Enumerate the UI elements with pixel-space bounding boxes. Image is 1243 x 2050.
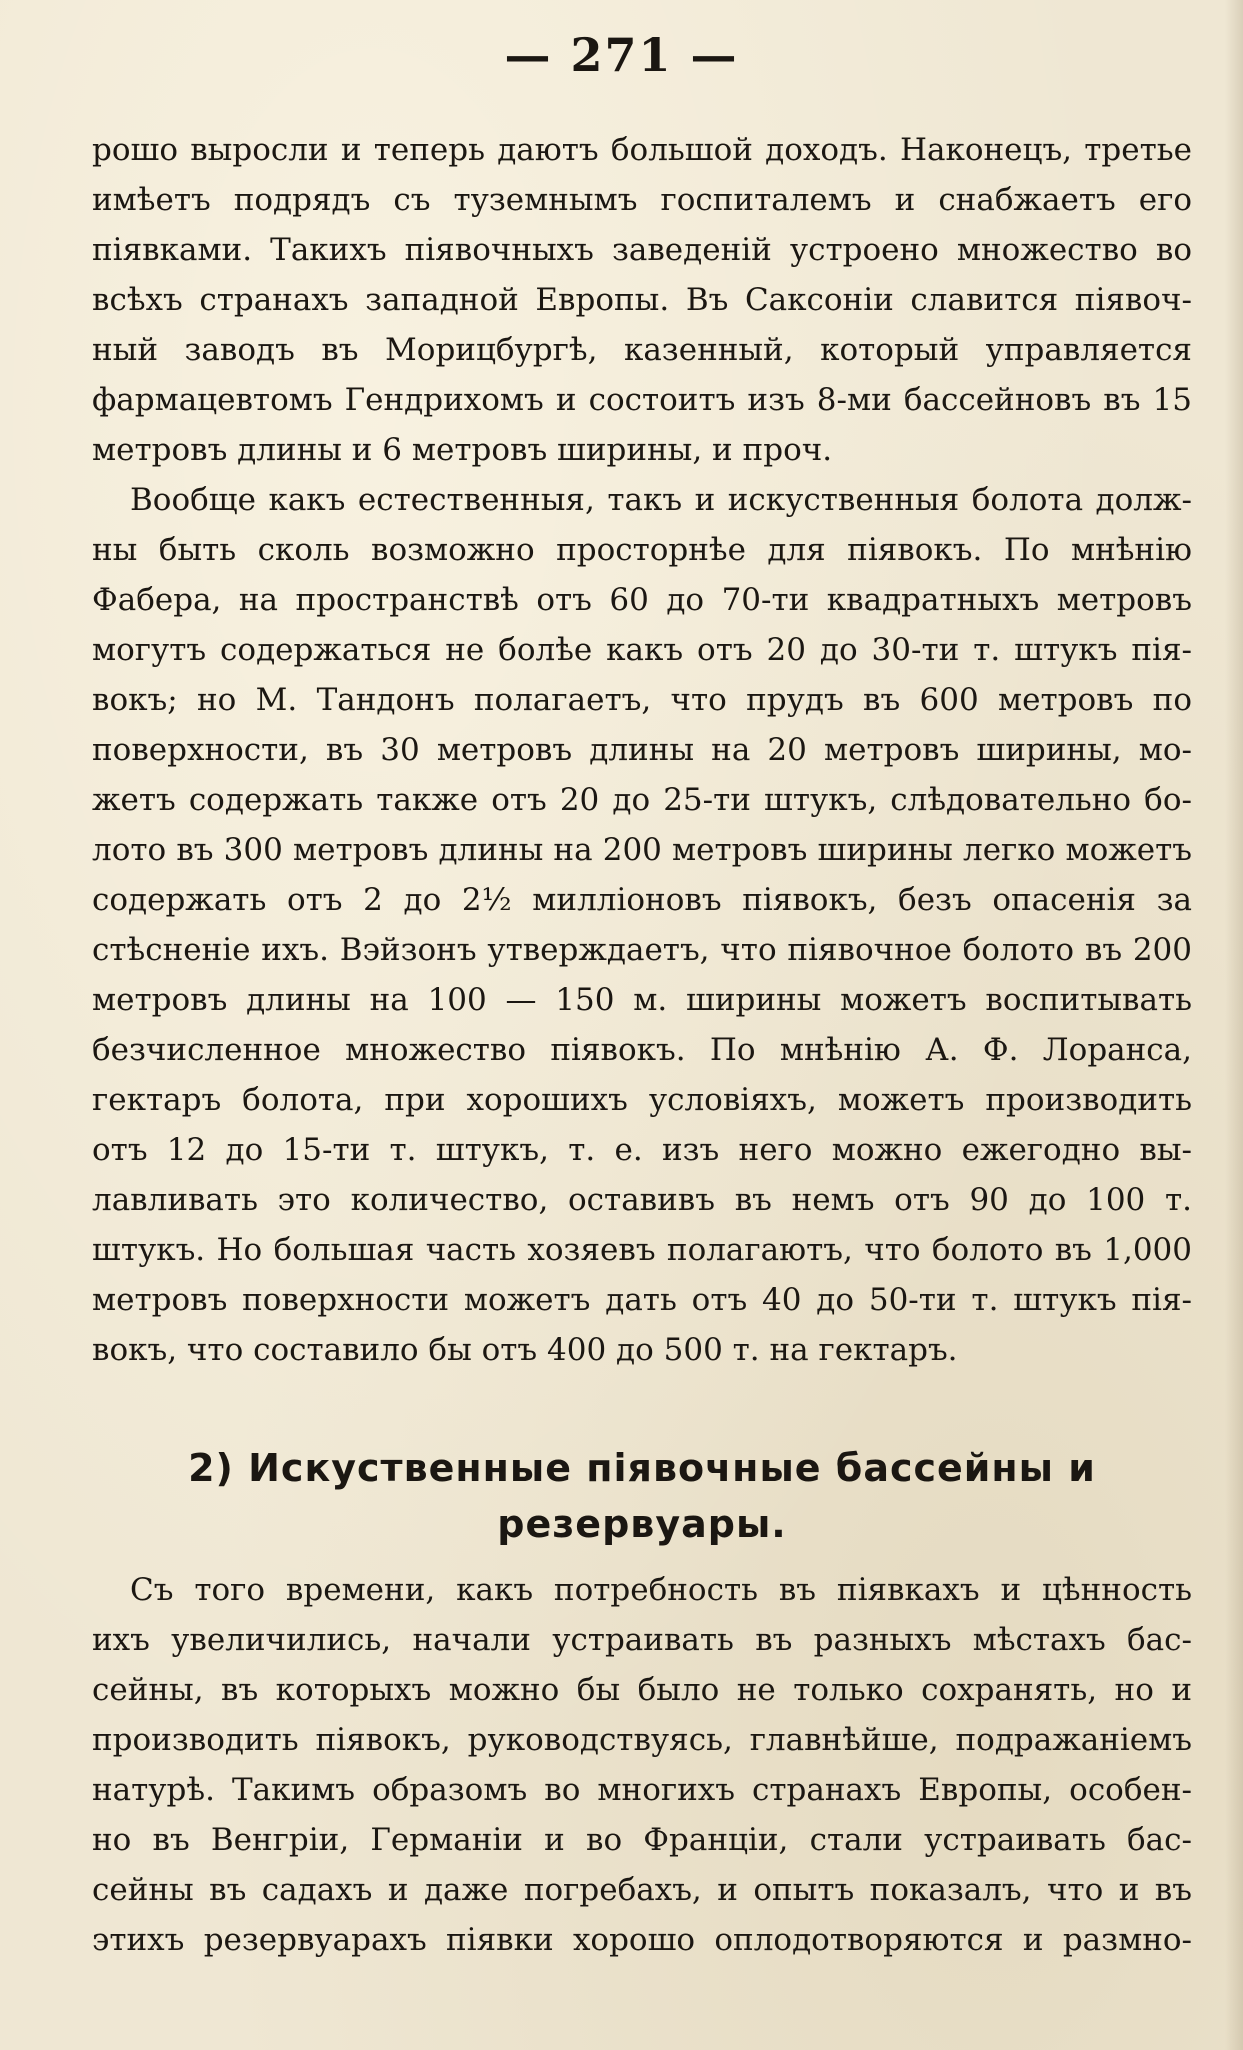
text-line: ихъ увеличились, начали устраивать въ разныхъ мѣстахъ бас- bbox=[92, 1622, 1192, 1658]
section-heading bbox=[92, 1440, 1192, 1552]
text-line: гектаръ болота, при хорошихъ условіяхъ, можетъ производить bbox=[92, 1082, 1192, 1118]
page-number: — 271 — bbox=[504, 28, 739, 82]
text-line: піявками. Такихъ піявочныхъ заведеній устроено множество во bbox=[92, 232, 1192, 268]
text-line: вокъ, что составило бы отъ 400 до 500 т. на гектаръ. bbox=[92, 1332, 958, 1368]
text-line: имѣетъ подрядъ съ туземнымъ госпиталемъ и снабжаетъ его bbox=[92, 182, 1192, 218]
text-line: лото въ 300 метровъ длины на 200 метровъ ширины легко можетъ bbox=[92, 832, 1192, 868]
text-line: ны быть сколь возможно просторнѣе для піявокъ. По мнѣнію bbox=[92, 532, 1192, 568]
text-line: штукъ. Но большая часть хозяевъ полагаютъ, что болото въ 1,000 bbox=[92, 1232, 1192, 1268]
text-line: поверхности, въ 30 метровъ длины на 20 метровъ ширины, мо- bbox=[92, 732, 1192, 768]
text-line: содержать отъ 2 до 2½ милліоновъ піявокъ, безъ опасенія за bbox=[92, 882, 1192, 918]
paragraph-1 bbox=[92, 125, 1192, 475]
text-line: но въ Венгріи, Германіи и во Франціи, стали устраивать бас- bbox=[92, 1822, 1192, 1858]
paragraph-2 bbox=[92, 475, 1192, 1375]
text-line: Съ того времени, какъ потребность въ піявкахъ и цѣнность bbox=[130, 1572, 1192, 1608]
text-line: метровъ длины и 6 метровъ ширины, и проч. bbox=[92, 432, 833, 468]
text-line: сейны въ садахъ и даже погребахъ, и опытъ показалъ, что и въ bbox=[92, 1872, 1192, 1908]
text-line: метровъ поверхности можетъ дать отъ 40 до 50-ти т. штукъ пія- bbox=[92, 1282, 1192, 1318]
text-line: безчисленное множество піявокъ. По мнѣнію А. Ф. Лоранса, bbox=[92, 1032, 1192, 1068]
text-line: лавливать это количество, оставивъ въ немъ отъ 90 до 100 т. bbox=[92, 1182, 1192, 1218]
text-line: жетъ содержать также отъ 20 до 25-ти штукъ, слѣдовательно бо- bbox=[92, 782, 1192, 818]
text-line: фармацевтомъ Гендрихомъ и состоитъ изъ 8-ми бассейновъ въ 15 bbox=[92, 382, 1192, 418]
text-line: сейны, въ которыхъ можно бы было не только сохранять, но и bbox=[92, 1672, 1192, 1708]
text-line: отъ 12 до 15-ти т. штукъ, т. е. изъ него можно ежегодно вы- bbox=[92, 1132, 1192, 1168]
text-line: могутъ содержаться не болѣе какъ отъ 20 до 30-ти т. штукъ пія- bbox=[92, 632, 1192, 668]
text-line: стѣсненіе ихъ. Вэйзонъ утверждаетъ, что піявочное болото въ 200 bbox=[92, 932, 1192, 968]
text-line: натурѣ. Такимъ образомъ во многихъ странахъ Европы, особен- bbox=[92, 1772, 1192, 1808]
section-heading-line: 2) Искуственные піявочные бассейны и bbox=[188, 1446, 1096, 1490]
text-line: всѣхъ странахъ западной Европы. Въ Саксоніи славится піявоч- bbox=[92, 282, 1192, 318]
section-heading-line: резервуары. bbox=[497, 1502, 787, 1546]
text-line: ный заводъ въ Морицбургѣ, казенный, который управляется bbox=[92, 332, 1192, 368]
text-line: метровъ длины на 100 — 150 м. ширины можетъ воспитывать bbox=[92, 982, 1192, 1018]
text-line: этихъ резервуарахъ піявки хорошо оплодотворяются и размно- bbox=[92, 1922, 1192, 1958]
text-line: Фабера, на пространствѣ отъ 60 до 70-ти квадратныхъ метровъ bbox=[92, 582, 1192, 618]
text-line: производить піявокъ, руководствуясь, главнѣйше, подражаніемъ bbox=[92, 1722, 1192, 1758]
paragraph-3 bbox=[92, 1565, 1192, 1965]
text-line: вокъ; но М. Тандонъ полагаетъ, что прудъ въ 600 метровъ по bbox=[92, 682, 1192, 718]
text-line: Вообще какъ естественныя, такъ и искуственныя болота долж- bbox=[130, 482, 1192, 518]
text-line: рошо выросли и теперь даютъ большой доходъ. Наконецъ, третье bbox=[92, 132, 1192, 168]
page-edge-shadow bbox=[1225, 0, 1243, 2050]
